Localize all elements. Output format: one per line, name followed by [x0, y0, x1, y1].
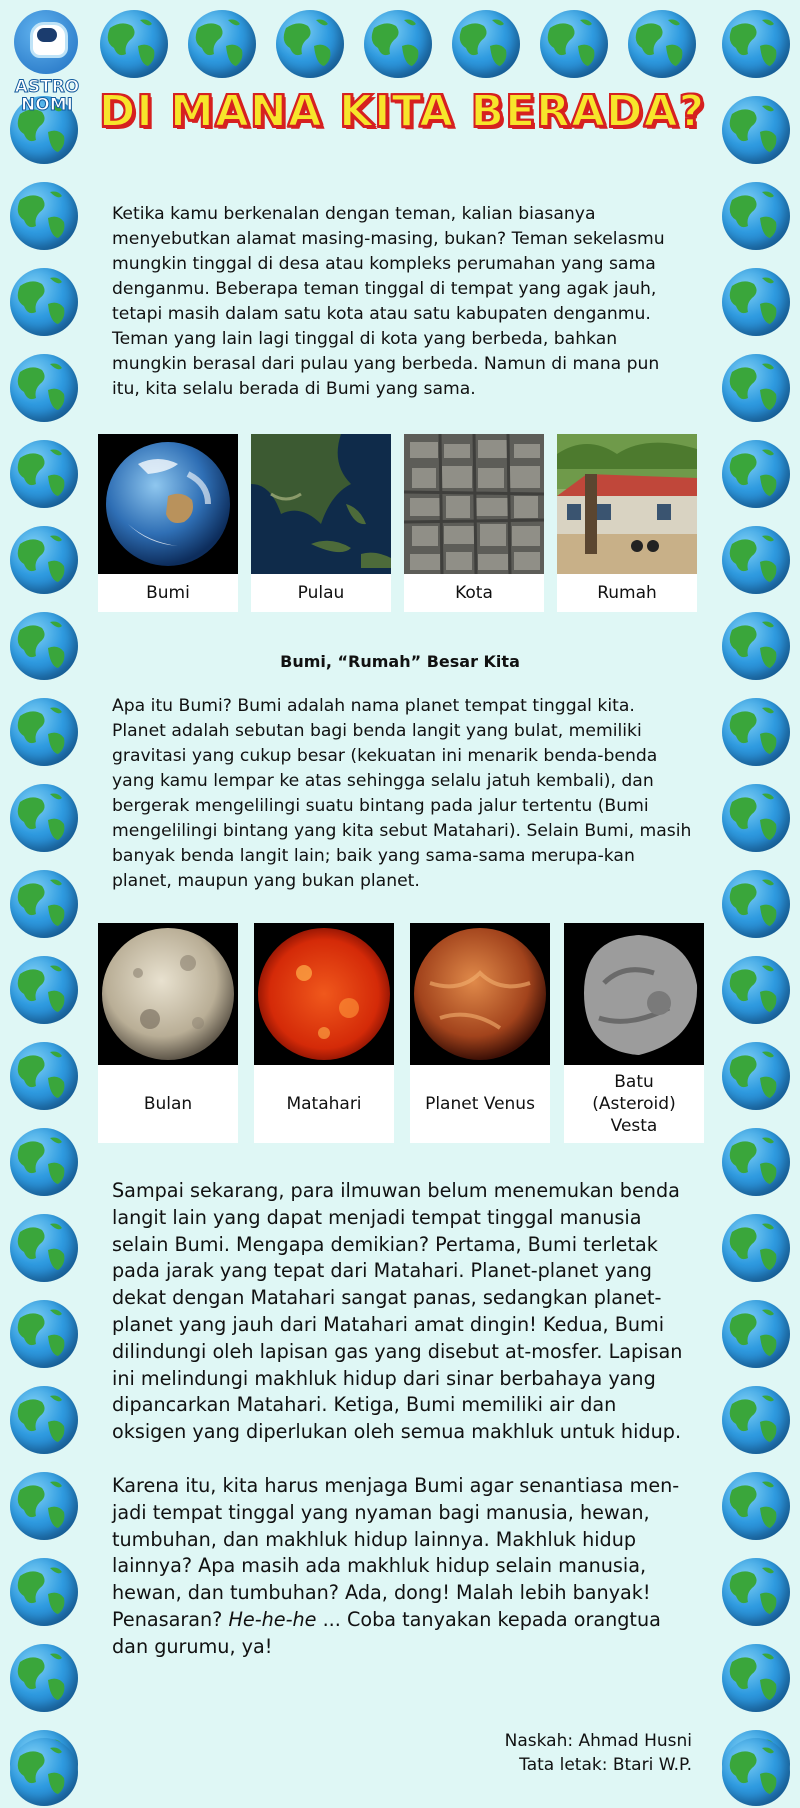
globe-icon [364, 10, 432, 78]
globe-icon [276, 10, 344, 78]
island-satellite-photo [251, 434, 391, 574]
globe-icon [722, 1644, 790, 1712]
globe-icon [10, 1386, 78, 1454]
logo-text-astro: ASTRO [14, 77, 80, 97]
globe-icon [628, 10, 696, 78]
city-aerial-photo [404, 434, 544, 574]
globe-icon [722, 1472, 790, 1540]
page-title: DI MANA KITA BERADA? [98, 86, 706, 137]
globe-icon [10, 1128, 78, 1196]
globe-icon [10, 1472, 78, 1540]
globe-icon [722, 1042, 790, 1110]
globe-icon [540, 10, 608, 78]
globe-icon [722, 1386, 790, 1454]
caption-matahari: Matahari [254, 1065, 394, 1143]
closing-paragraph [112, 1473, 692, 1661]
globe-icon [10, 182, 78, 250]
globe-icon [722, 182, 790, 250]
globe-icon [722, 96, 790, 164]
globe-icon [722, 268, 790, 336]
globe-icon [722, 526, 790, 594]
globe-icon [10, 1042, 78, 1110]
globe-icon [10, 784, 78, 852]
globe-icon [10, 612, 78, 680]
globe-icon [10, 1738, 78, 1806]
helmet-visor [37, 28, 57, 42]
closing-text-b: ... Coba tanyakan kepada orangtua dan gurumu, ya! [112, 1607, 661, 1658]
globe-icon [10, 526, 78, 594]
globe-icon [722, 1738, 790, 1806]
intro-paragraph: Ketika kamu berkenalan dengan teman, kalian biasanya menyebutkan alamat masing-masing, bukan? Teman sekelasmu mungkin tinggal di desa atau kompleks perumahan yang sama denganmu. Beberapa teman tinggal di tempat yang agak jauh, tetapi masih dalam satu kota atau satu kabupaten denganmu. Teman yang lain lagi tinggal di kota yang berbeda, bahkan mungkin berasal dari pulau yang berbeda. Namun di mana pun itu, kita selalu berada di Bumi yang sama. [112, 204, 665, 399]
globe-icon [722, 1128, 790, 1196]
globe-icon [10, 440, 78, 508]
caption-rumah: Rumah [557, 574, 697, 612]
moon-photo [98, 923, 238, 1065]
globe-icon [10, 698, 78, 766]
globe-icon [10, 1300, 78, 1368]
habitability-paragraph: Sampai sekarang, para ilmuwan belum menemukan benda langit lain yang dapat menjadi tempat tinggal manusia selain Bumi. Mengapa demikian? Pertama, Bumi terletak pada jarak yang tepat dari Matahari. Planet-planet yang dekat dengan Matahari sangat panas, sedangkan planet-planet yang jauh dari Matahari amat dingin! Kedua, Bumi dilindungi oleh lapisan gas yang disebut at-mosfer. Lapisan ini melindungi makhluk hidup dari sinar berbahaya yang dipancarkan Matahari. Ketiga, Bumi memiliki air dan oksigen yang diperlukan oleh semua makhluk untuk hidup. [112, 1179, 683, 1444]
earth-photo [98, 434, 238, 574]
planet-paragraph: Apa itu Bumi? Bumi adalah nama planet tempat tinggal kita. Planet adalah sebutan bagi benda langit yang bulat, memiliki gravitasi yang cukup besar (kekuatan ini menarik benda-benda yang kamu lempar ke atas sehingga selalu jatuh kembali), dan bergerak mengelilingi suatu bintang pada jalur tertentu (Bumi mengelilingi bintang yang kita sebut Matahari). Selain Bumi, masih banyak benda langit lain; baik yang sama-sama merupa-kan planet, maupun yang bukan planet. [112, 696, 692, 891]
credit-writer: Naskah: Ahmad Husni [504, 1731, 692, 1751]
globe-icon [722, 1558, 790, 1626]
globe-icon [722, 10, 790, 78]
closing-laugh: He-he-he [228, 1607, 317, 1631]
globe-icon [722, 956, 790, 1024]
credit-layout: Tata letak: Btari W.P. [519, 1755, 692, 1775]
globe-icon [10, 956, 78, 1024]
globe-icon [722, 870, 790, 938]
logo-text-nomi: NOMI [21, 95, 73, 115]
globe-icon [10, 268, 78, 336]
section-subheading: Bumi, “Rumah” Besar Kita [280, 652, 520, 671]
caption-bumi: Bumi [98, 574, 238, 612]
globe-icon [722, 354, 790, 422]
sun-photo [254, 923, 394, 1065]
globe-icon [10, 354, 78, 422]
globe-icon [722, 1214, 790, 1282]
globe-icon [722, 440, 790, 508]
globe-icon [10, 870, 78, 938]
closing-text-a: Karena itu, kita harus menjaga Bumi agar senantiasa men-jadi tempat tinggal yang nyaman bagi manusia, hewan, tumbuhan, dan makhluk hidup lainnya. Makhluk hidup lainnya? Apa masih ada makhluk hidup selain manusia, hewan, dan tumbuhan? Ada, dong! Malah lebih banyak! Penasaran? [112, 1474, 680, 1631]
globe-icon [722, 784, 790, 852]
house-photo [557, 434, 697, 574]
caption-venus: Planet Venus [410, 1065, 550, 1143]
caption-pulau: Pulau [251, 574, 391, 612]
venus-photo [410, 923, 550, 1065]
caption-vesta: Batu (Asteroid) Vesta [564, 1065, 704, 1143]
astronomi-logo [8, 8, 86, 118]
caption-kota: Kota [404, 574, 544, 612]
globe-icon [722, 612, 790, 680]
vesta-photo [564, 923, 704, 1065]
globe-icon [722, 1300, 790, 1368]
globe-icon [10, 1644, 78, 1712]
globe-icon [10, 1214, 78, 1282]
globe-icon [188, 10, 256, 78]
globe-icon [10, 1558, 78, 1626]
globe-icon [452, 10, 520, 78]
globe-icon [722, 698, 790, 766]
globe-icon [100, 10, 168, 78]
caption-bulan: Bulan [98, 1065, 238, 1143]
